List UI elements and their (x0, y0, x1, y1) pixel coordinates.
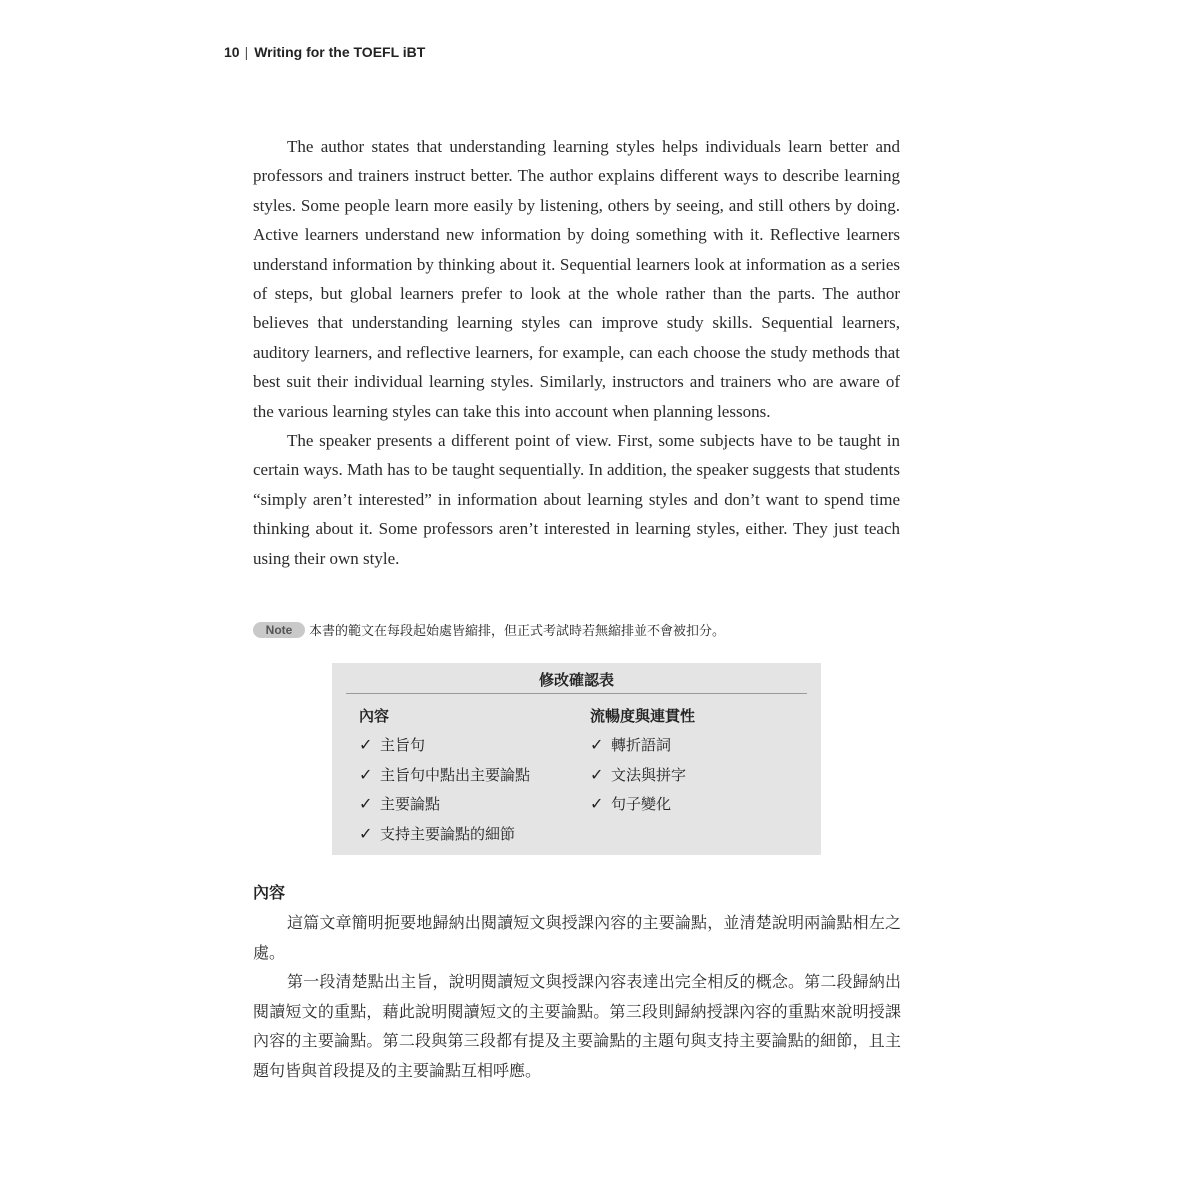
check-mark-icon: ✓ (590, 794, 604, 813)
checklist-item-label: 轉折語詞 (611, 736, 672, 754)
checklist-item-label: 主要論點 (380, 795, 441, 813)
checklist-column-heading: 流暢度與連貫性 (590, 707, 696, 725)
section-heading: 內容 (253, 883, 286, 902)
check-mark-icon: ✓ (590, 735, 604, 754)
check-mark-icon: ✓ (359, 735, 373, 754)
checklist-item (359, 823, 530, 853)
checklist-item-label: 主旨句中點出主要論點 (380, 765, 531, 784)
checklist-column-heading: 內容 (359, 707, 390, 725)
commentary (253, 908, 901, 1085)
check-mark-icon: ✓ (359, 794, 373, 813)
commentary-paragraph: 這篇文章簡明扼要地歸納出閱讀短文與授課內容的主要論點，並清楚說明兩論點相左之處。 (253, 913, 901, 962)
check-mark-icon: ✓ (590, 764, 604, 784)
checklist-item (359, 734, 530, 764)
page-number: 10 (224, 44, 240, 60)
checklist-item (590, 764, 695, 794)
checklist-column-fluency (590, 705, 695, 823)
note (253, 620, 725, 639)
running-header (224, 44, 425, 60)
check-mark-icon: ✓ (359, 764, 373, 784)
checklist-item (359, 793, 530, 823)
checklist-item (590, 793, 695, 823)
essay-paragraph: The author states that understanding learning styles helps individuals learn better and professors and trainers instruct better. The author explains different ways to describe learning styles. Some people learn more easily by listening, others by seeing, and still others by doing. Active learners understand new information by doing something with it. Reflective learners understand information by thinking about it. Sequential learners look at information as a series of steps, but global learners prefer to look at the whole rather than the parts. The author believes that understanding learning styles can improve study skills. Sequential learners, auditory learners, and reflective learners, for example, can each choose the study methods that best suit their individual learning styles. Similarly, instructors and trainers who are aware of the various learning styles can take this into account when planning lessons. (253, 137, 900, 421)
checklist-item (590, 734, 695, 764)
checklist-item-label: 文法與拼字 (611, 765, 687, 784)
check-mark-icon: ✓ (359, 823, 373, 843)
checklist-title: 修改確認表 (346, 669, 807, 694)
checklist-item-label: 句子變化 (611, 795, 672, 813)
revision-checklist (332, 663, 821, 855)
checklist-item (359, 764, 530, 794)
sample-essay (253, 132, 900, 573)
checklist-column-content (359, 705, 530, 852)
checklist-item-label: 主旨句 (380, 736, 426, 754)
commentary-paragraph: 第一段清楚點出主旨，說明閱讀短文與授課內容表達出完全相反的概念。第二段歸納出閱讀短文的重點，藉此說明閱讀短文的主要論點。第三段則歸納授課內容的重點來說明授課內容的主要論點。第二段與第三段都有提及主要論點的主題句與支持主要論點的細節，且主題句皆與首段提及的主要論點互相呼應。 (253, 972, 901, 1080)
checklist-item-label: 支持主要論點的細節 (380, 824, 516, 843)
note-badge: Note (253, 622, 305, 638)
header-separator: | (244, 44, 249, 60)
essay-paragraph: The speaker presents a different point of view. First, some subjects have to be taught in certain ways. Math has to be taught sequentially. In addition, the speaker suggests that students “simply aren’t interested” in information about learning styles and don’t want to spend time thinking about it. Some professors aren’t interested in learning styles, either. They just teach using their own style. (253, 431, 900, 568)
note-text: 本書的範文在每段起始處皆縮排，但正式考試時若無縮排並不會被扣分。 (309, 624, 726, 639)
book-title: Writing for the TOEFL iBT (254, 44, 426, 60)
